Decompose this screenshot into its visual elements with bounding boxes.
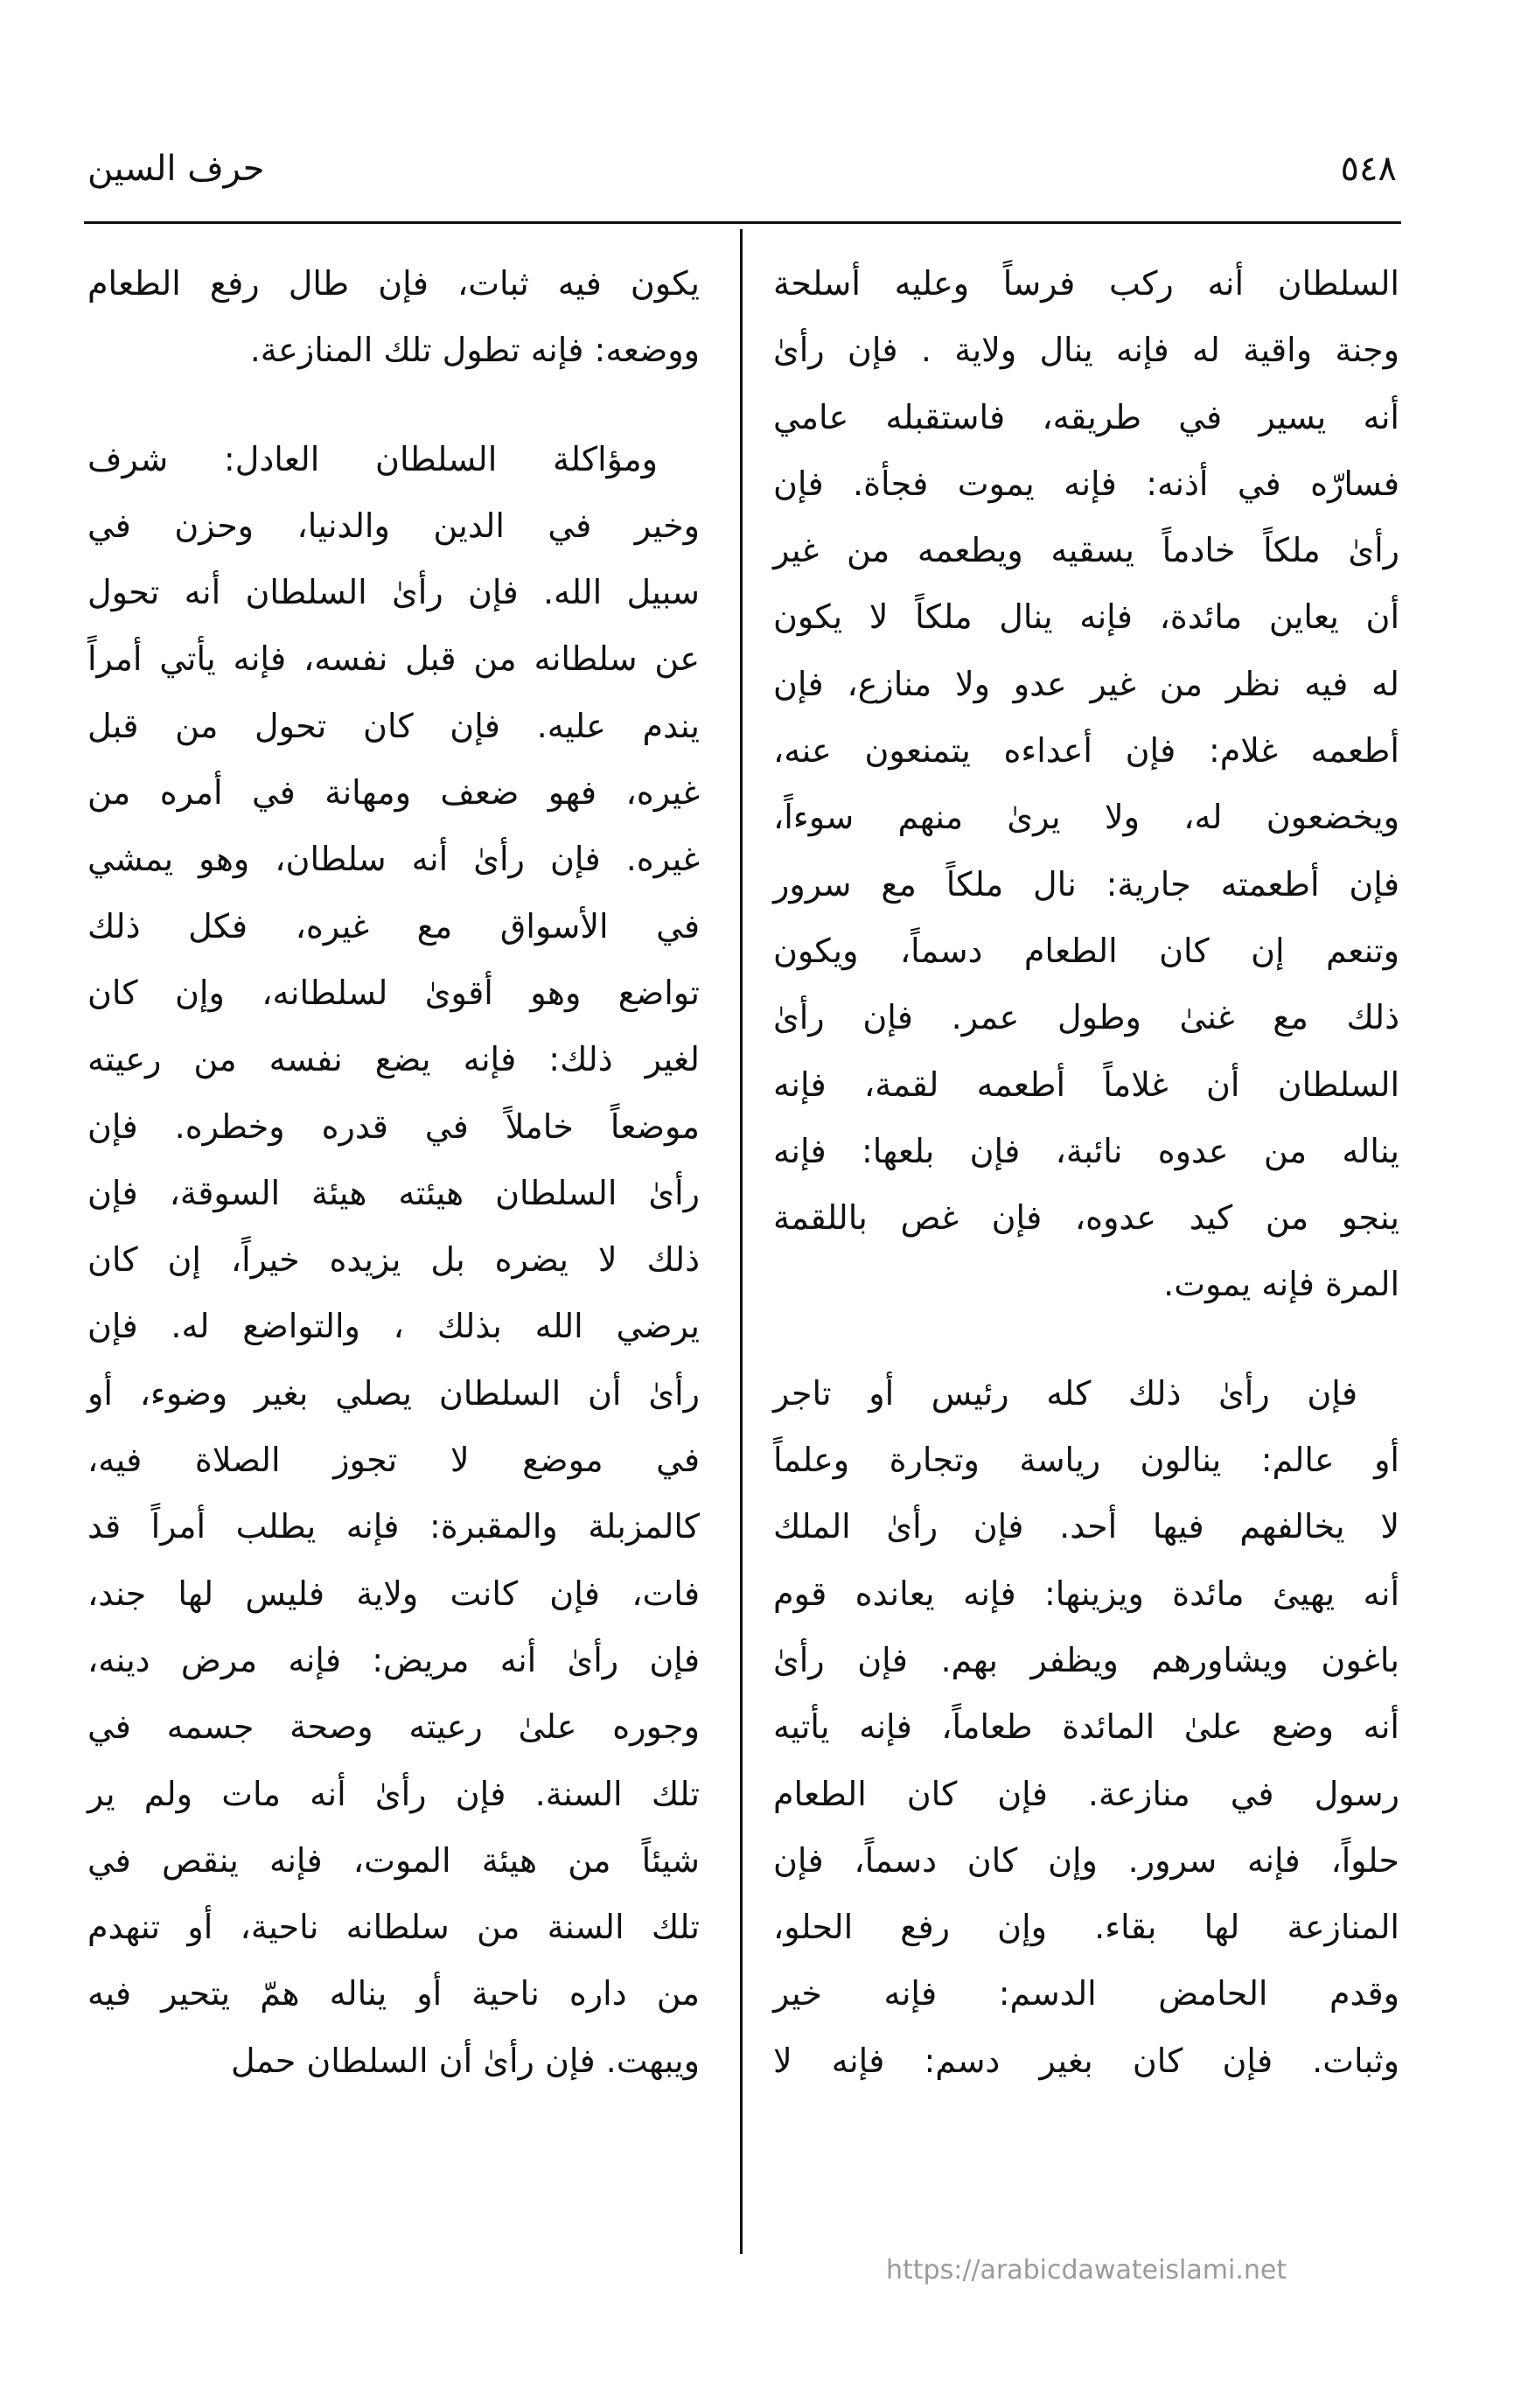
- text-line: شيئاً من هيئة الموت، فإنه ينقص في: [87, 1840, 700, 1880]
- text-line: وتنعم إن كان الطعام دسماً، ويكون: [773, 931, 1399, 970]
- text-line: فإن أطعمته جارية: نال ملكاً مع سرور: [773, 864, 1399, 904]
- text-line: تلك السنة من سلطانه ناحية، أو تنهدم: [87, 1908, 700, 1947]
- text-line: وقدم الحامض الدسم: فإنه خير: [773, 1974, 1399, 2014]
- text-line: في موضع لا تجوز الصلاة فيه،: [87, 1441, 700, 1480]
- text-line: كالمزبلة والمقبرة: فإنه يطلب أمراً قد: [87, 1507, 700, 1546]
- text-line: السلطان أن غلاماً أطعمه لقمة، فإنه: [773, 1064, 1399, 1104]
- text-line: تواضع وهو أقوىٰ لسلطانه، وإن كان: [87, 973, 700, 1012]
- text-line: باغون ويشاورهم ويظفر بهم. فإن رأىٰ: [773, 1640, 1399, 1679]
- text-line: يناله من عدوه نائبة، فإن بلعها: فإنه: [773, 1131, 1399, 1170]
- left-column: [87, 250, 700, 2094]
- text-line: ويخضعون له، ولا يرىٰ منهم سوءاً،: [773, 798, 1399, 837]
- text-line: وخير في الدين والدنيا، وحزن في: [87, 506, 700, 545]
- text-line: رأىٰ ملكاً خادماً يسقيه ويطعمه من غير: [773, 531, 1399, 570]
- column-divider: [740, 229, 743, 2254]
- text-line: أو عالم: ينالون رياسة وتجارة وعلماً: [773, 1441, 1399, 1480]
- text-line: موضعاً خاملاً في قدره وخطره. فإن: [87, 1106, 700, 1146]
- right-column: [773, 250, 1399, 2094]
- text-line: يكون فيه ثبات، فإن طال رفع الطعام: [87, 264, 700, 303]
- text-line: السلطان أنه ركب فرساً وعليه أسلحة: [773, 264, 1399, 303]
- text-line: في الأسواق مع غيره، فكل ذلك: [87, 906, 700, 946]
- text-line: ينجو من كيد عدوه، فإن غص باللقمة: [773, 1198, 1399, 1238]
- text-line: حلواً، فإنه سرور. وإن كان دسماً، فإن: [773, 1840, 1399, 1880]
- text-line: فسارّه في أذنه: فإنه يموت فجأة. فإن: [773, 464, 1399, 503]
- text-line: أنه يهيئ مائدة ويزينها: فإنه يعانده قوم: [773, 1574, 1399, 1613]
- text-line: فإن رأىٰ أنه مريض: فإنه مرض دينه،: [87, 1640, 700, 1679]
- text-line: رسول في منازعة. فإن كان الطعام: [773, 1774, 1399, 1813]
- header-rule: [84, 221, 1401, 224]
- text-line: فات، فإن كانت ولاية فليس لها جند،: [87, 1574, 700, 1613]
- page-number: ٥٤٨: [1340, 149, 1397, 189]
- text-line: ومؤاكلة السلطان العادل: شرف: [87, 439, 658, 478]
- text-line: عن سلطانه من قبل نفسه، فإنه يأتي أمراً: [87, 639, 700, 679]
- text-line: أنه يسير في طريقه، فاستقبله عامي: [773, 397, 1399, 436]
- text-line: أن يعاين مائدة، فإنه ينال ملكاً لا يكون: [773, 597, 1399, 637]
- text-line: وجوره علىٰ رعيته وصحة جسمه في: [87, 1707, 700, 1747]
- text-line: أنه وضع علىٰ المائدة طعاماً، فإنه يأتيه: [773, 1707, 1399, 1747]
- chapter-title: حرف السين: [87, 149, 265, 189]
- text-line: المنازعة لها بقاء. وإن رفع الحلو،: [773, 1908, 1399, 1947]
- text-line: غيره، فهو ضعف ومهانة في أمره من: [87, 773, 700, 813]
- text-line: ويبهت. فإن رأىٰ أن السلطان حمل: [231, 2041, 700, 2080]
- paragraph-gap: [87, 384, 700, 426]
- text-line: ذلك لا يضره بل يزيده خيراً، إن كان: [87, 1240, 700, 1280]
- text-line: فإن رأىٰ ذلك كله رئيس أو تاجر: [773, 1373, 1357, 1413]
- text-line: رأىٰ أن السلطان يصلي بغير وضوء، أو: [87, 1373, 700, 1413]
- text-line: ووضعه: فإنه تطول تلك المنازعة.: [249, 331, 700, 370]
- text-line: رأىٰ السلطان هيئته هيئة السوقة، فإن: [87, 1173, 700, 1212]
- text-line: له فيه نظر من غير عدو ولا منازع، فإن: [773, 664, 1399, 703]
- text-line: سبيل الله. فإن رأىٰ السلطان أنه تحول: [87, 573, 700, 612]
- text-line: لغير ذلك: فإنه يضع نفسه من رعيته: [87, 1040, 700, 1079]
- text-line: وثبات. فإن كان بغير دسم: فإنه لا: [773, 2041, 1399, 2080]
- text-line: أطعمه غلام: فإن أعداءه يتمنعون عنه،: [773, 731, 1399, 771]
- text-line: من داره ناحية أو يناله همّ يتحير فيه: [87, 1974, 700, 2014]
- watermark-url: https://arabicdawateislami.net: [886, 2255, 1287, 2286]
- text-line: ذلك مع غنىٰ وطول عمر. فإن رأىٰ: [773, 998, 1399, 1037]
- text-line: تلك السنة. فإن رأىٰ أنه مات ولم ير: [87, 1774, 700, 1813]
- text-line: وجنة واقية له فإنه ينال ولاية . فإن رأىٰ: [773, 331, 1399, 370]
- text-line: يندم عليه. فإن كان تحول من قبل: [87, 706, 700, 745]
- paragraph-gap: [773, 1318, 1399, 1360]
- text-line: يرضي الله بذلك ، والتواضع له. فإن: [87, 1307, 700, 1346]
- text-line: المرة فإنه يموت.: [1163, 1265, 1399, 1304]
- text-line: لا يخالفهم فيها أحد. فإن رأىٰ الملك: [773, 1507, 1399, 1546]
- text-line: غيره. فإن رأىٰ أنه سلطان، وهو يمشي: [87, 840, 700, 879]
